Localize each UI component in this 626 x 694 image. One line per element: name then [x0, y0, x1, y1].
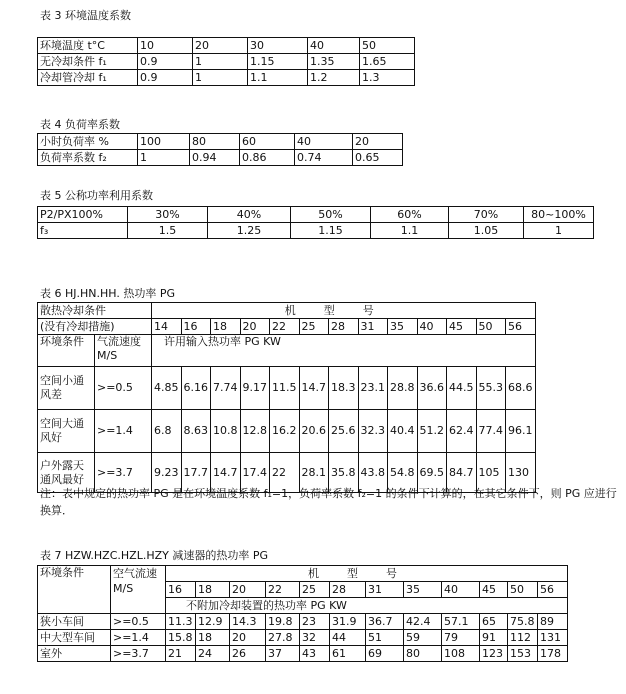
table4-cell: 0.74	[295, 150, 353, 166]
table7-value: 89	[538, 614, 568, 630]
table6-air: >=0.5	[95, 367, 152, 410]
table4-cell: 0.94	[190, 150, 240, 166]
table6-model: 18	[211, 319, 241, 335]
table7-value: 75.8	[508, 614, 538, 630]
table7-value: 36.7	[366, 614, 404, 630]
table6-model: 20	[240, 319, 270, 335]
table7-env: 狭小车间	[38, 614, 111, 630]
table7-value: 20	[230, 630, 266, 646]
table7-model: 56	[538, 582, 568, 598]
table7-unit-label: 不附加冷却装置的热功率 PG KW	[166, 598, 568, 614]
table6-model: 14	[152, 319, 182, 335]
table6-value: 14.7	[299, 367, 329, 410]
table7-value: 26	[230, 646, 266, 662]
table6-env: 空间小通风差	[38, 367, 95, 410]
table7-air: >=0.5	[111, 614, 166, 630]
table6-row	[38, 367, 536, 410]
table6-value: 12.8	[240, 410, 270, 453]
table6-unit-label: 许用输入热功率 PG KW	[152, 335, 536, 367]
table3-row-header	[38, 38, 415, 54]
table6-value: 43.8	[358, 453, 388, 493]
table6-value: 32.3	[358, 410, 388, 453]
table3-caption: 表 3 环境温度系数	[40, 9, 131, 22]
table7-value: 44	[330, 630, 366, 646]
table5-cell: f₃	[38, 223, 128, 239]
table7-value: 131	[538, 630, 568, 646]
table6-row	[38, 410, 536, 453]
table6-note: 注：表中规定的热功率 PG 是在环境温度系数 f₁=1，负荷率系数 f₂=1 的条件下计算的，在其它条件下，则 PG 应进行换算．	[40, 487, 617, 517]
table6-value: 17.7	[181, 453, 211, 493]
table6-value: 62.4	[447, 410, 477, 453]
table7-model: 31	[366, 582, 404, 598]
table6-model: 16	[181, 319, 211, 335]
table7-value: 69	[366, 646, 404, 662]
table3-cell: 30	[248, 38, 308, 54]
table7-value: 42.4	[404, 614, 442, 630]
table6-value: 23.1	[358, 367, 388, 410]
table7-value: 27.8	[266, 630, 300, 646]
table3-cell: 无冷却条件 f₁	[38, 54, 138, 70]
table7-machine-label: 机型号	[166, 566, 568, 582]
table6-value: 35.8	[329, 453, 359, 493]
table6-value: 36.6	[417, 367, 447, 410]
table3-cell: 1	[193, 54, 248, 70]
table7-value: 178	[538, 646, 568, 662]
table5-cell: 1.25	[208, 223, 291, 239]
table7-env: 室外	[38, 646, 111, 662]
table7-row	[38, 614, 568, 630]
table5-cell: 60%	[371, 207, 449, 223]
table5	[37, 206, 594, 239]
table7-model: 20	[230, 582, 266, 598]
table6-model: 50	[476, 319, 506, 335]
table7-value: 123	[480, 646, 508, 662]
table7-value: 24	[196, 646, 230, 662]
table3-cell: 1.3	[360, 70, 415, 86]
table7-model: 28	[330, 582, 366, 598]
table7-model: 35	[404, 582, 442, 598]
table4-row	[38, 150, 403, 166]
table6	[37, 302, 536, 493]
table7-model: 22	[266, 582, 300, 598]
table6-model: 28	[329, 319, 359, 335]
table4-cell: 负荷率系数 f₂	[38, 150, 138, 166]
table6-model: 45	[447, 319, 477, 335]
table7-value: 37	[266, 646, 300, 662]
table6-machine-label: 机型号	[152, 303, 536, 319]
table6-model: 56	[506, 319, 536, 335]
table6-value: 68.6	[506, 367, 536, 410]
table6-air: >=1.4	[95, 410, 152, 453]
table6-value: 10.8	[211, 410, 241, 453]
table6-head1: 散热冷却条件	[38, 303, 152, 319]
table6-value: 77.4	[476, 410, 506, 453]
table3-cell: 1	[193, 70, 248, 86]
table5-cell: 1	[524, 223, 594, 239]
table7	[37, 565, 568, 662]
table7-value: 80	[404, 646, 442, 662]
table6-value: 40.4	[388, 410, 418, 453]
table5-cell: 1.1	[371, 223, 449, 239]
table3-row	[38, 70, 415, 86]
table6-value: 28.1	[299, 453, 329, 493]
table7-row-title	[38, 566, 568, 582]
table6-value: 130	[506, 453, 536, 493]
table6-value: 28.8	[388, 367, 418, 410]
table6-row-models	[38, 319, 536, 335]
table6-model: 25	[299, 319, 329, 335]
table7-value: 61	[330, 646, 366, 662]
table5-cell: 70%	[449, 207, 524, 223]
table7-model: 16	[166, 582, 196, 598]
table7-value: 57.1	[442, 614, 480, 630]
table6-row-title	[38, 303, 536, 319]
table4-cell: 40	[295, 134, 353, 150]
table3-cell: 1.1	[248, 70, 308, 86]
table5-cell: 80~100%	[524, 207, 594, 223]
table4	[37, 133, 403, 166]
table6-value: 9.17	[240, 367, 270, 410]
table5-cell: 1.5	[128, 223, 208, 239]
table6-value: 18.3	[329, 367, 359, 410]
table6-value: 9.23	[152, 453, 182, 493]
table5-cell: 1.15	[291, 223, 371, 239]
table7-row	[38, 646, 568, 662]
table7-value: 108	[442, 646, 480, 662]
table4-caption: 表 4 负荷率系数	[40, 118, 120, 131]
table6-model: 35	[388, 319, 418, 335]
table6-value: 6.16	[181, 367, 211, 410]
table7-col-air: 空气流速 M/S	[111, 566, 166, 614]
table7-col-env: 环境条件	[38, 566, 111, 614]
table3-cell: 1.65	[360, 54, 415, 70]
table6-value: 8.63	[181, 410, 211, 453]
table6-value: 105	[476, 453, 506, 493]
table6-head2: (没有冷却措施)	[38, 319, 152, 335]
table4-cell: 80	[190, 134, 240, 150]
table4-cell: 1	[138, 150, 190, 166]
table5-cell: 30%	[128, 207, 208, 223]
table7-row	[38, 630, 568, 646]
table7-model: 45	[480, 582, 508, 598]
table3-cell: 1.2	[308, 70, 360, 86]
table4-cell: 0.65	[353, 150, 403, 166]
table7-value: 112	[508, 630, 538, 646]
table6-value: 17.4	[240, 453, 270, 493]
table3-cell: 1.35	[308, 54, 360, 70]
table6-value: 4.85	[152, 367, 182, 410]
table7-value: 51	[366, 630, 404, 646]
table6-model: 31	[358, 319, 388, 335]
table7-value: 15.8	[166, 630, 196, 646]
table4-cell: 100	[138, 134, 190, 150]
table7-air: >=3.7	[111, 646, 166, 662]
table3-cell: 20	[193, 38, 248, 54]
table6-value: 44.5	[447, 367, 477, 410]
table7-value: 91	[480, 630, 508, 646]
table4-cell: 20	[353, 134, 403, 150]
table7-model: 50	[508, 582, 538, 598]
table7-value: 21	[166, 646, 196, 662]
table7-model: 40	[442, 582, 480, 598]
table6-value: 16.2	[270, 410, 300, 453]
table5-cell: 40%	[208, 207, 291, 223]
table6-model: 40	[417, 319, 447, 335]
table7-env: 中大型车间	[38, 630, 111, 646]
table7-value: 31.9	[330, 614, 366, 630]
table7-value: 32	[300, 630, 330, 646]
table6-row-units	[38, 335, 536, 367]
table3-cell: 0.9	[138, 70, 193, 86]
table3-row	[38, 54, 415, 70]
table6-value: 6.8	[152, 410, 182, 453]
table3-cell: 10	[138, 38, 193, 54]
table6-value: 51.2	[417, 410, 447, 453]
table7-value: 11.3	[166, 614, 196, 630]
table5-caption: 表 5 公称功率利用系数	[40, 189, 153, 202]
table7-value: 19.8	[266, 614, 300, 630]
table3-cell: 冷却管冷却 f₁	[38, 70, 138, 86]
table6-env: 户外露天通风最好	[38, 453, 95, 493]
table6-col-env: 环境条件	[38, 335, 95, 367]
table7-value: 59	[404, 630, 442, 646]
table6-value: 7.74	[211, 367, 241, 410]
table3-cell: 环境温度 t°C	[38, 38, 138, 54]
table3-cell: 40	[308, 38, 360, 54]
table5-cell: 50%	[291, 207, 371, 223]
table3-cell: 0.9	[138, 54, 193, 70]
table3	[37, 37, 415, 86]
table6-value: 96.1	[506, 410, 536, 453]
table7-value: 65	[480, 614, 508, 630]
table7-value: 79	[442, 630, 480, 646]
table6-model: 22	[270, 319, 300, 335]
table6-env: 空间大通风好	[38, 410, 95, 453]
table7-model: 25	[300, 582, 330, 598]
table7-value: 153	[508, 646, 538, 662]
table7-caption: 表 7 HZW.HZC.HZL.HZY 减速器的热功率 PG	[40, 549, 269, 562]
table6-caption: 表 6 HJ.HN.HH. 热功率 PG	[40, 287, 175, 300]
table6-value: 84.7	[447, 453, 477, 493]
table6-value: 20.6	[299, 410, 329, 453]
table7-value: 12.9	[196, 614, 230, 630]
table6-value: 11.5	[270, 367, 300, 410]
table5-row	[38, 223, 594, 239]
table6-col-air: 气流速度 M/S	[95, 335, 152, 367]
table7-model: 18	[196, 582, 230, 598]
table5-cell: 1.05	[449, 223, 524, 239]
table3-cell: 50	[360, 38, 415, 54]
table6-value: 54.8	[388, 453, 418, 493]
table6-value: 25.6	[329, 410, 359, 453]
table3-cell: 1.15	[248, 54, 308, 70]
table7-value: 14.3	[230, 614, 266, 630]
table6-value: 69.5	[417, 453, 447, 493]
table5-row-header	[38, 207, 594, 223]
table7-value: 23	[300, 614, 330, 630]
table6-value: 55.3	[476, 367, 506, 410]
table6-air: >=3.7	[95, 453, 152, 493]
table4-row-header	[38, 134, 403, 150]
table7-value: 18	[196, 630, 230, 646]
table6-value: 14.7	[211, 453, 241, 493]
table4-cell: 60	[240, 134, 295, 150]
table4-cell: 小时负荷率 %	[38, 134, 138, 150]
table7-value: 43	[300, 646, 330, 662]
table5-cell: P2/PX100%	[38, 207, 128, 223]
table7-air: >=1.4	[111, 630, 166, 646]
table6-value: 22	[270, 453, 300, 493]
table4-cell: 0.86	[240, 150, 295, 166]
